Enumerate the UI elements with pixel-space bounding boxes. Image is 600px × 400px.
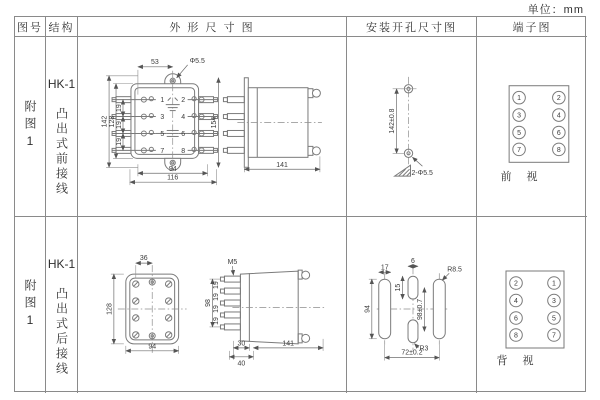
dim-r85: R8.5 — [447, 266, 462, 274]
dim-94: 94 — [148, 343, 157, 351]
terminal-number: 5 — [160, 131, 165, 139]
row2-structure-cell — [46, 217, 78, 393]
row1-structure-cell — [46, 37, 78, 217]
dim-19: 19 — [212, 317, 220, 325]
terminal-number: 8 — [556, 146, 561, 154]
dim-30: 30 — [237, 340, 246, 348]
terminal-number: 3 — [160, 114, 165, 122]
dim-98: 98 — [205, 299, 213, 307]
dim-116: 116 — [167, 174, 179, 182]
dim-19: 19 — [212, 293, 220, 301]
dim-142: 142 — [101, 115, 109, 128]
terminal-number: 4 — [514, 298, 518, 306]
row2-mounting-cell — [347, 217, 477, 393]
dim-53: 53 — [150, 58, 159, 66]
terminal-number: 4 — [556, 112, 561, 120]
hatch-triangle — [395, 165, 411, 176]
terminal-number: 1 — [552, 280, 556, 288]
outline-diagram-rear-wiring — [78, 217, 346, 393]
dim-128: 128 — [106, 303, 114, 315]
mounting-diagram-rear-wiring — [347, 217, 476, 393]
header-fig-no: 图号 — [15, 17, 46, 37]
terminal-number: 6 — [181, 131, 186, 139]
dim-19: 19 — [116, 121, 124, 129]
mounting-diagram-front-wiring — [347, 37, 476, 216]
row1-outline-cell — [78, 37, 347, 217]
dim-72-tol: 72±0.2 — [401, 349, 423, 357]
dim-holes: 2-Φ5.5 — [411, 170, 433, 178]
row1-terminal-cell — [477, 37, 587, 217]
terminal-number: 2 — [514, 280, 518, 288]
relay-rear-face-view — [106, 255, 186, 354]
terminal-number: 7 — [552, 332, 556, 340]
dim-142-tol: 142±0.8 — [389, 108, 397, 134]
terminal-circles — [510, 277, 561, 342]
row1-fig-no: 附图1 — [23, 100, 37, 153]
dim-94: 94 — [168, 165, 177, 173]
relay-side-view-rear — [205, 259, 325, 367]
dim-154: 154 — [210, 116, 218, 129]
terminal-number: 5 — [552, 315, 556, 323]
terminal-number: 2 — [181, 97, 186, 105]
row1-mounting-cell — [347, 37, 477, 217]
terminal-number: 7 — [517, 146, 522, 154]
view-label: 背 视 — [496, 355, 540, 367]
header-outline: 外 形 尺 寸 图 — [78, 17, 347, 37]
dim-98-tol: 98±0.7 — [416, 298, 424, 321]
outline-diagram-front-wiring — [78, 37, 346, 216]
dim-19: 19 — [116, 104, 124, 112]
dim-94: 94 — [364, 305, 372, 313]
spec-table — [14, 16, 586, 392]
dim-36: 36 — [139, 255, 148, 263]
dim-hole: Φ5.5 — [189, 57, 205, 65]
row2-structure: 凸出式后接线 — [54, 287, 69, 377]
unit-note: 单位：mm — [527, 4, 584, 16]
header-mounting: 安装开孔尺寸图 — [347, 17, 477, 37]
view-label: 前 视 — [500, 171, 544, 184]
terminal-number: 7 — [160, 147, 165, 155]
relay-front-view — [102, 58, 219, 185]
terminal-number: 6 — [556, 130, 561, 138]
row2-outline-cell — [78, 217, 347, 393]
dim-128: 128 — [109, 115, 117, 128]
row1-model: HK-1 — [47, 77, 76, 91]
rear-studs — [220, 276, 240, 330]
header-terminal: 端子图 — [477, 17, 587, 37]
dim-m5: M5 — [227, 259, 238, 267]
row2-fig-no-cell — [15, 217, 46, 393]
row1-structure: 凸出式前接线 — [54, 107, 69, 197]
row2-model: HK-1 — [47, 257, 76, 271]
dim-40: 40 — [237, 360, 246, 368]
terminal-number: 3 — [552, 298, 556, 306]
dim-19: 19 — [212, 281, 220, 289]
row1-fig-no-cell — [15, 37, 46, 217]
terminal-number: 3 — [517, 112, 522, 120]
dim-6: 6 — [411, 257, 415, 265]
header-structure: 结构 — [46, 17, 78, 37]
dim-r3: R3 — [419, 345, 429, 353]
row2-fig-no: 附图1 — [23, 278, 37, 332]
terminal-number: 8 — [514, 332, 518, 340]
terminal-diagram-front-view — [477, 37, 587, 216]
terminal-number: 6 — [514, 315, 518, 323]
terminal-number: 4 — [181, 114, 186, 122]
row2-terminal-cell — [477, 217, 587, 393]
relay-side-view — [211, 78, 322, 172]
terminal-number: 1 — [517, 95, 522, 103]
dim-19: 19 — [116, 138, 124, 146]
dim-17: 17 — [380, 264, 389, 272]
dim-141: 141 — [282, 340, 295, 348]
dim-141: 141 — [276, 161, 288, 169]
terminal-number: 8 — [181, 147, 186, 155]
terminal-circles — [513, 91, 565, 155]
dim-15: 15 — [395, 283, 403, 292]
dim-19: 19 — [212, 305, 220, 313]
terminal-number: 2 — [556, 95, 561, 103]
terminal-number: 5 — [517, 130, 522, 138]
terminal-diagram-rear-view — [477, 217, 587, 393]
terminal-number: 1 — [160, 97, 165, 105]
